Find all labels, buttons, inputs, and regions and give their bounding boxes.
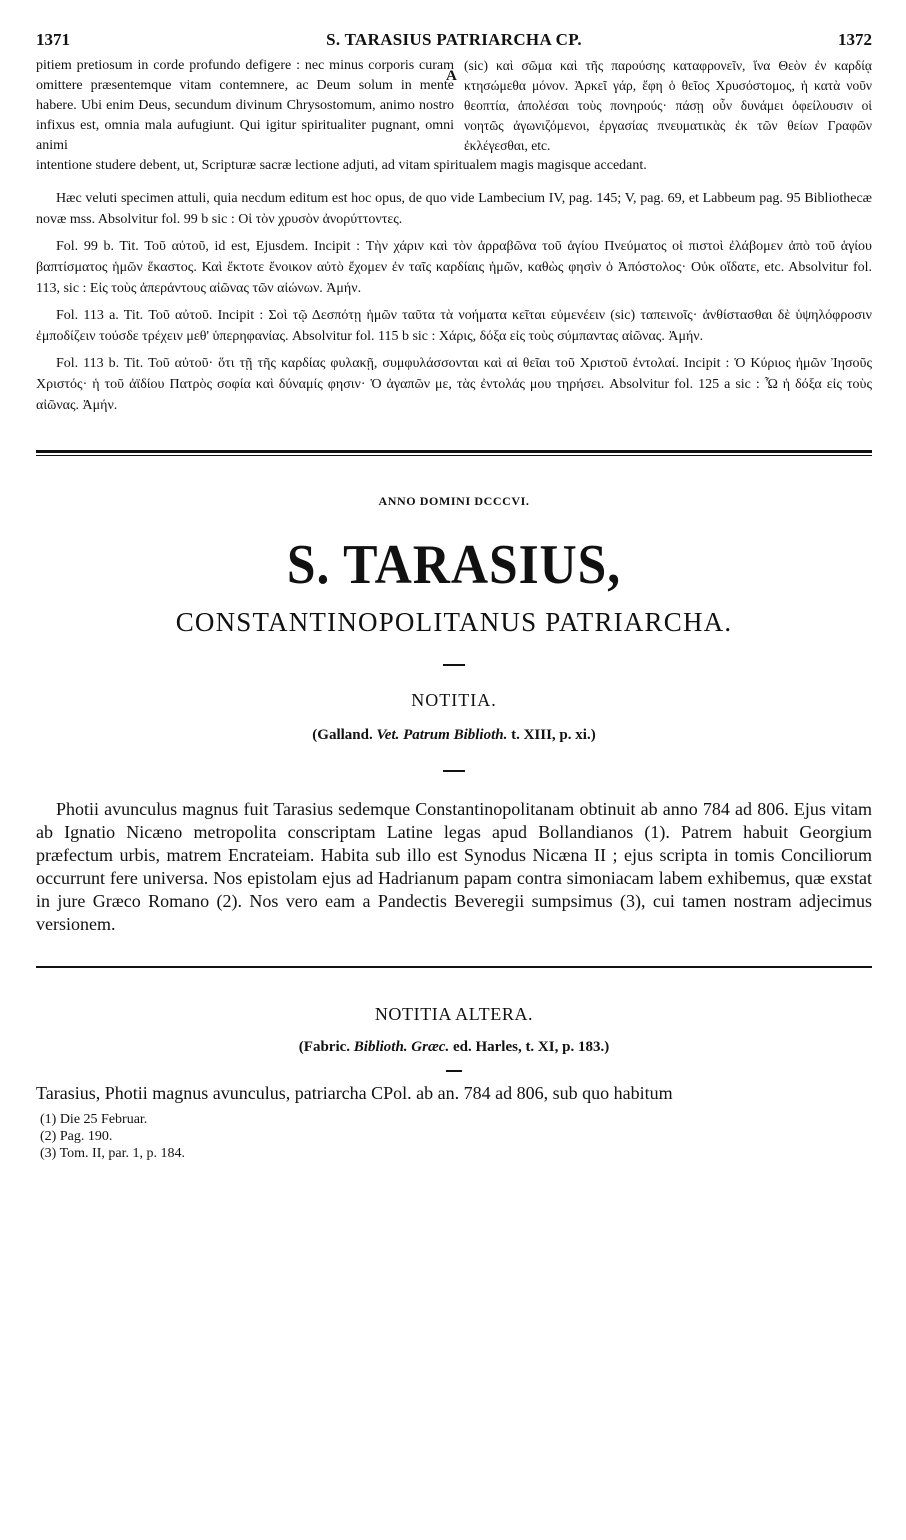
greek-column: (sic) καὶ σῶμα καὶ τῆς παρούσης καταφρονεῖν, ἵνα Θεὸν ἐν καρδίᾳ κτησώμεθα μόνον. Ἀρκεῖ γάρ, ἔφη ὁ θεῖος Χρυσόστομος, ἡ κατὰ νοῦν θεοπτία, ἀπολέσαι τοὺς πονηρούς· πάσῃ οὖν δυνάμει ὀφείλουσιν οἱ νοητῶς ἀγωνιζόμενοι, ἐργασίας πνευματικὰς ἐκ τῶν θείων Γραφῶν ἐκλέγεσθαι, etc. xyxy=(464,58,872,153)
notitia-source xyxy=(36,727,872,744)
source-pre: (Fabric. xyxy=(298,1039,354,1055)
paragraph-lambecius: Hæc veluti specimen attuli, quia necdum editum est hoc opus, de quo vide Lambecium IV, pag. 145; V, pag. 69, et Labbeum pag. 95 Bibliothecæ novæ mss. Absolvitur fol. 99 b sic : Οἱ τὸν χρυσὸν ἀνορύττοντες. xyxy=(36,191,872,227)
section-subtitle: CONSTANTINOPOLITANUS PATRIARCHA. xyxy=(175,607,733,637)
source-pre: (Galland. xyxy=(312,727,377,743)
short-dash xyxy=(443,770,465,772)
notitia-text: Photii avunculus magnus fuit Tarasius sedemque Constantinopolitanam obtinuit ab anno 784 ad 806. Ejus vitam ab Ignatio Nicæno metropolita conscriptam Latine legas apud Bollandianos (1). Patrem habuit Georgium præfectum urbis, matrem Encrateiam. Habita sub illo est Synodus Nicæna II ; ejus scripta in tomis Conciliorum occurrunt fere universa. Nos epistolam ejus ad Hadrianum papam contra simoniacam labem exhibemus, quæ exstat in jure Græco Romano (2). Nos vero eam a Pandectis Beveregii sumpsimus (3), cui tamen nostram adjecimus versionem. xyxy=(36,799,872,934)
running-title: S. TARASIUS PATRIARCHA CP. xyxy=(326,30,582,49)
source-italic: Vet. Patrum Biblioth. xyxy=(376,727,508,743)
document-page xyxy=(36,30,872,1162)
footnotes xyxy=(36,1111,872,1162)
double-rule-divider xyxy=(36,450,872,456)
source-italic: Biblioth. Græc. xyxy=(353,1039,450,1055)
paragraph-fol-99b: Fol. 99 b. Tit. Τοῦ αὐτοῦ, id est, Ejusdem. Incipit : Τὴν χάριν καὶ τὸν ἀρραβῶνα τοῦ ἁγίου Πνεύματος οἱ πιστοὶ ἐλάβομεν ἀπὸ τοῦ ἁγίου βαπτίσματος ἡμῶν ἕκαστος. Καὶ ἔκτοτε ἔνοικον αὐτὸ ἔχομεν ἐν ταῖς καρδίαις ἡμῶν, καθὼς φησὶν ὁ Ἀπόστολος· Οὐκ οἴδατε, etc. Absolvitur fol. 113, sic : Εἰς τοὺς ἀπεράντους αἰῶνας τῶν αἰώνων. Ἀμήν. xyxy=(36,239,872,296)
notitia-altera-heading: NOTITIA ALTERA. xyxy=(374,1004,534,1024)
paragraph-fol-113b: Fol. 113 b. Tit. Τοῦ αὐτοῦ· ὅτι τῇ τῆς καρδίας φυλακῇ, συμφυλάσσονται καὶ αἱ θεῖαι τοῦ Χριστοῦ ἐντολαί. Incipit : Ὁ Κύριος ἡμῶν Ἰησοῦς Χριστός· ἡ τοῦ ἀϊδίου Πατρὸς σοφία καὶ δύναμίς φησιν· Ὁ ἀγαπῶν με, τὰς ἐντολάς μου τηρήσει. Absolvitur fol. 125 a sic : Ὦ ἡ δόξα εἰς τοὺς αἰῶνας. Ἀμήν. xyxy=(36,356,872,413)
notitia-heading: NOTITIA. xyxy=(411,690,497,710)
anno-domini: ANNO DOMINI DCCCVI. xyxy=(378,494,530,508)
notitia-altera-source xyxy=(36,1039,872,1056)
section-title: S. TARASIUS, xyxy=(286,534,622,596)
latin-column: pitiem pretiosum in corde profundo defigere : nec minus corporis curam omittere præsentemque vitam contemnere, ac Deum solum in mente habere. Ubi enim Deus, secundum divinum Chrysostomum, animo nostro infixus est, omnia mala aufugiunt. Qui igitur spiritualiter pugnant, omni animi xyxy=(36,58,454,153)
source-post: ed. Harles, t. XI, p. 183.) xyxy=(449,1039,610,1055)
column-marker: A xyxy=(446,68,457,84)
single-rule-divider xyxy=(36,966,872,968)
right-page-number: 1372 xyxy=(838,30,872,49)
running-head xyxy=(36,30,872,52)
short-dash xyxy=(443,664,465,666)
parallel-columns xyxy=(36,56,872,156)
short-dash xyxy=(446,1070,462,1072)
paragraph-fol-113a: Fol. 113 a. Tit. Τοῦ αὐτοῦ. Incipit : Σοὶ τῷ Δεσπότῃ ἡμῶν ταῦτα τὰ νοήματα κεῖται εὐμενέειν (sic) ταπεινοῖς· ἀνθίστασθαι δὲ ὑψηλόφροσιν ἐμποδίζειν τούσδε τρέχειν μεθ' ὑπερηφανίας. Absolvitur fol. 115 b sic : Χάρις, δόξα εἰς τοὺς σύμπαντας αἰῶνας. Ἀμήν. xyxy=(36,308,872,344)
footnote-3: (3) Tom. II, par. 1, p. 184. xyxy=(40,1146,185,1161)
notitia-altera-text: Tarasius, Photii magnus avunculus, patriarcha CPol. ab an. 784 ad 806, sub quo habitum xyxy=(36,1083,673,1103)
footnote-2: (2) Pag. 190. xyxy=(40,1129,113,1144)
footnote-1: (1) Die 25 Februar. xyxy=(40,1112,148,1127)
latin-continuation: intentione studere debent, ut, Scripturæ sacræ lectione adjuti, ad vitam spiritualem magis magisque accedant. xyxy=(36,158,647,173)
source-post: t. XIII, p. xi.) xyxy=(507,727,596,743)
left-page-number: 1371 xyxy=(36,30,70,49)
